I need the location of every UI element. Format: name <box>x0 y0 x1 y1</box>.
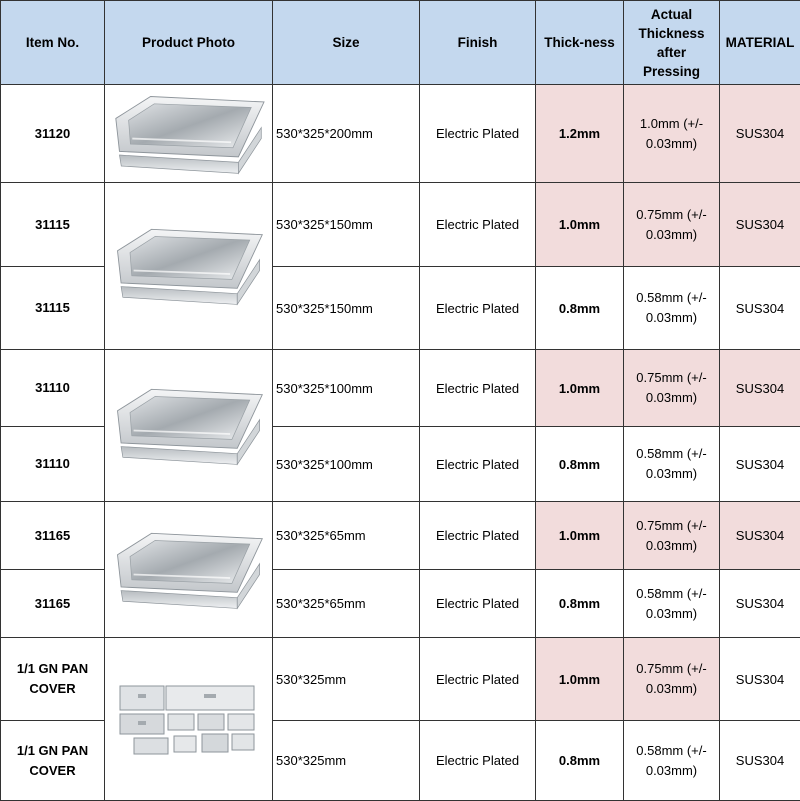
table-row <box>1 183 800 267</box>
size: 530*325*150mm <box>273 183 420 267</box>
finish: Electric Plated <box>420 502 536 570</box>
header-actual-thickness <box>624 1 720 85</box>
header-actual-line: Actual <box>627 5 716 24</box>
header-material: MATERIAL <box>720 1 800 85</box>
actual-thickness: 0.58mm (+/- 0.03mm) <box>624 570 720 638</box>
header-row <box>1 1 800 85</box>
product-photo <box>105 502 273 638</box>
material: SUS304 <box>720 267 800 350</box>
thickness: 1.0mm <box>536 350 624 427</box>
item-no: 31110 <box>1 350 105 427</box>
thickness: 0.8mm <box>536 427 624 502</box>
stainless-gn-pan-icon <box>111 224 267 308</box>
actual-thickness: 0.75mm (+/- 0.03mm) <box>624 638 720 721</box>
size: 530*325*150mm <box>273 267 420 350</box>
finish: Electric Plated <box>420 638 536 721</box>
finish: Electric Plated <box>420 570 536 638</box>
thickness: 1.2mm <box>536 85 624 183</box>
gn-pan-covers-icon <box>114 680 264 758</box>
thickness: 0.8mm <box>536 267 624 350</box>
item-no: 31110 <box>1 427 105 502</box>
size: 530*325mm <box>273 721 420 801</box>
actual-thickness: 0.75mm (+/- 0.03mm) <box>624 350 720 427</box>
finish: Electric Plated <box>420 183 536 267</box>
material: SUS304 <box>720 427 800 502</box>
material: SUS304 <box>720 183 800 267</box>
finish: Electric Plated <box>420 267 536 350</box>
header-actual-line: Pressing <box>627 62 716 81</box>
header-finish: Finish <box>420 1 536 85</box>
stainless-gn-pan-icon <box>111 384 267 468</box>
header-size: Size <box>273 1 420 85</box>
table-row <box>1 638 800 721</box>
product-photo <box>105 85 273 183</box>
actual-thickness: 1.0mm (+/- 0.03mm) <box>624 85 720 183</box>
material: SUS304 <box>720 570 800 638</box>
thickness: 1.0mm <box>536 183 624 267</box>
thickness: 1.0mm <box>536 502 624 570</box>
item-no: 31165 <box>1 502 105 570</box>
size: 530*325*200mm <box>273 85 420 183</box>
actual-thickness: 0.75mm (+/- 0.03mm) <box>624 183 720 267</box>
actual-thickness: 0.75mm (+/- 0.03mm) <box>624 502 720 570</box>
product-photo <box>105 183 273 350</box>
item-no: 31120 <box>1 85 105 183</box>
header-actual-line: after <box>627 43 716 62</box>
size: 530*325*100mm <box>273 350 420 427</box>
header-actual-line: Thickness <box>627 24 716 43</box>
item-no: 31115 <box>1 183 105 267</box>
thickness: 1.0mm <box>536 638 624 721</box>
material: SUS304 <box>720 350 800 427</box>
header-product-photo: Product Photo <box>105 1 273 85</box>
table-row <box>1 502 800 570</box>
size: 530*325*65mm <box>273 570 420 638</box>
finish: Electric Plated <box>420 721 536 801</box>
product-photo <box>105 350 273 502</box>
actual-thickness: 0.58mm (+/- 0.03mm) <box>624 721 720 801</box>
size: 530*325*100mm <box>273 427 420 502</box>
table-row <box>1 85 800 183</box>
product-photo <box>105 638 273 801</box>
item-no: 31115 <box>1 267 105 350</box>
material: SUS304 <box>720 721 800 801</box>
material: SUS304 <box>720 502 800 570</box>
actual-thickness: 0.58mm (+/- 0.03mm) <box>624 427 720 502</box>
stainless-gn-pan-icon <box>109 91 269 177</box>
material: SUS304 <box>720 638 800 721</box>
finish: Electric Plated <box>420 427 536 502</box>
stainless-gn-pan-icon <box>111 528 267 612</box>
finish: Electric Plated <box>420 350 536 427</box>
material: SUS304 <box>720 85 800 183</box>
item-no: 1/1 GN PAN COVER <box>1 721 105 801</box>
size: 530*325*65mm <box>273 502 420 570</box>
thickness: 0.8mm <box>536 570 624 638</box>
finish: Electric Plated <box>420 85 536 183</box>
header-thickness: Thick-ness <box>536 1 624 85</box>
actual-thickness: 0.58mm (+/- 0.03mm) <box>624 267 720 350</box>
thickness: 0.8mm <box>536 721 624 801</box>
item-no: 1/1 GN PAN COVER <box>1 638 105 721</box>
size: 530*325mm <box>273 638 420 721</box>
table-row <box>1 350 800 427</box>
item-no: 31165 <box>1 570 105 638</box>
header-item-no: Item No. <box>1 1 105 85</box>
